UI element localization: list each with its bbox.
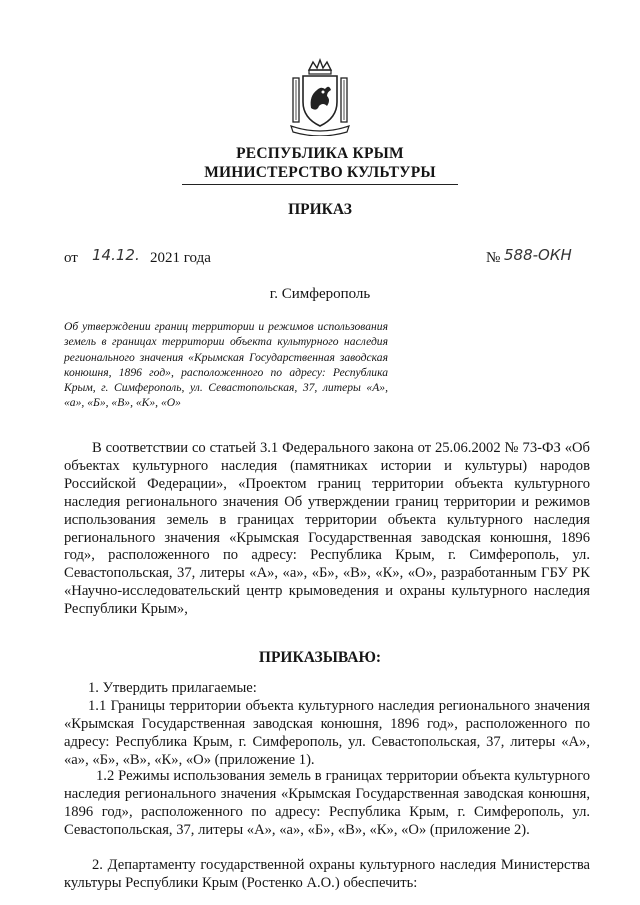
date-prefix: от <box>64 250 78 266</box>
date-year: 2021 года <box>150 250 211 266</box>
order-subject: Об утверждении границ территории и режимов использования земель в границах территории объекта культурного наследия регионального значения «Крымская Государственная заводская конюшня, 1896 год», расположенного по адресу: Республика Крым, г. Симферополь, ул. Севастопольская, 37, литеры «А», «а», «Б», «В», «К», «О» <box>64 320 388 410</box>
item-1-1: 1.1 Границы территории объекта культурного наследия регионального значения «Крымская Государственная заводская конюшня, 1896 год», расположенного по адресу: Республика Крым, г. Симферополь, ул. Севастопольская, 37, литеры «А», «а», «Б», «В», «К», «О» (приложение 1). <box>64 698 590 768</box>
item-1-2: 1.2 Режимы использования земель в границах территории объекта культурного наследия регионального значения «Крымская Государственная заводская конюшня, 1896 год», расположенного по адресу: Республика Крым, г. Симферополь, ул. Севастопольская, 37, литеры «А», «а», «Б», «В», «К», «О» (приложение 2). <box>64 768 590 838</box>
order-word: ПРИКАЗЫВАЮ: <box>258 649 382 666</box>
region-title: РЕСПУБЛИКА КРЫМ <box>236 145 404 162</box>
date-handwritten: 14.12. <box>92 246 140 264</box>
item-2: 2. Департаменту государственной охраны культурного наследия Министерства культуры Республики Крым (Ростенко А.О.) обеспечить: <box>64 857 590 891</box>
document-type: ПРИКАЗ <box>288 201 352 218</box>
crimea-coat-of-arms-icon <box>287 56 353 136</box>
item-1: 1. Утвердить прилагаемые: <box>88 680 257 696</box>
preamble-paragraph: В соответствии со статьей 3.1 Федерального закона от 25.06.2002 № 73-ФЗ «Об объектах культурного наследия (памятниках истории и культуры) народов Российской Федерации», «Проектом границ территории объекта культурного наследия регионального значения Об утверждении границ территории и режимов использования земель в границах территории объекта культурного наследия регионального значения «Крымская Государственная заводская конюшня, 1896 год», расположенного по адресу: Республика Крым, г. Симферополь, ул. Севастопольская, 37, литеры «А», «а», «Б», «В», «К», «О», разработанным ГБУ РК «Научно-исследовательский центр крымоведения и охраны культурного наследия Республики Крым», <box>64 440 590 618</box>
city: г. Симферополь <box>269 286 371 302</box>
ministry-title: МИНИСТЕРСТВО КУЛЬТУРЫ <box>204 164 436 181</box>
number-prefix: № <box>486 250 501 266</box>
header-divider <box>182 184 458 185</box>
order-number-handwritten: 588-ОКН <box>504 246 572 264</box>
